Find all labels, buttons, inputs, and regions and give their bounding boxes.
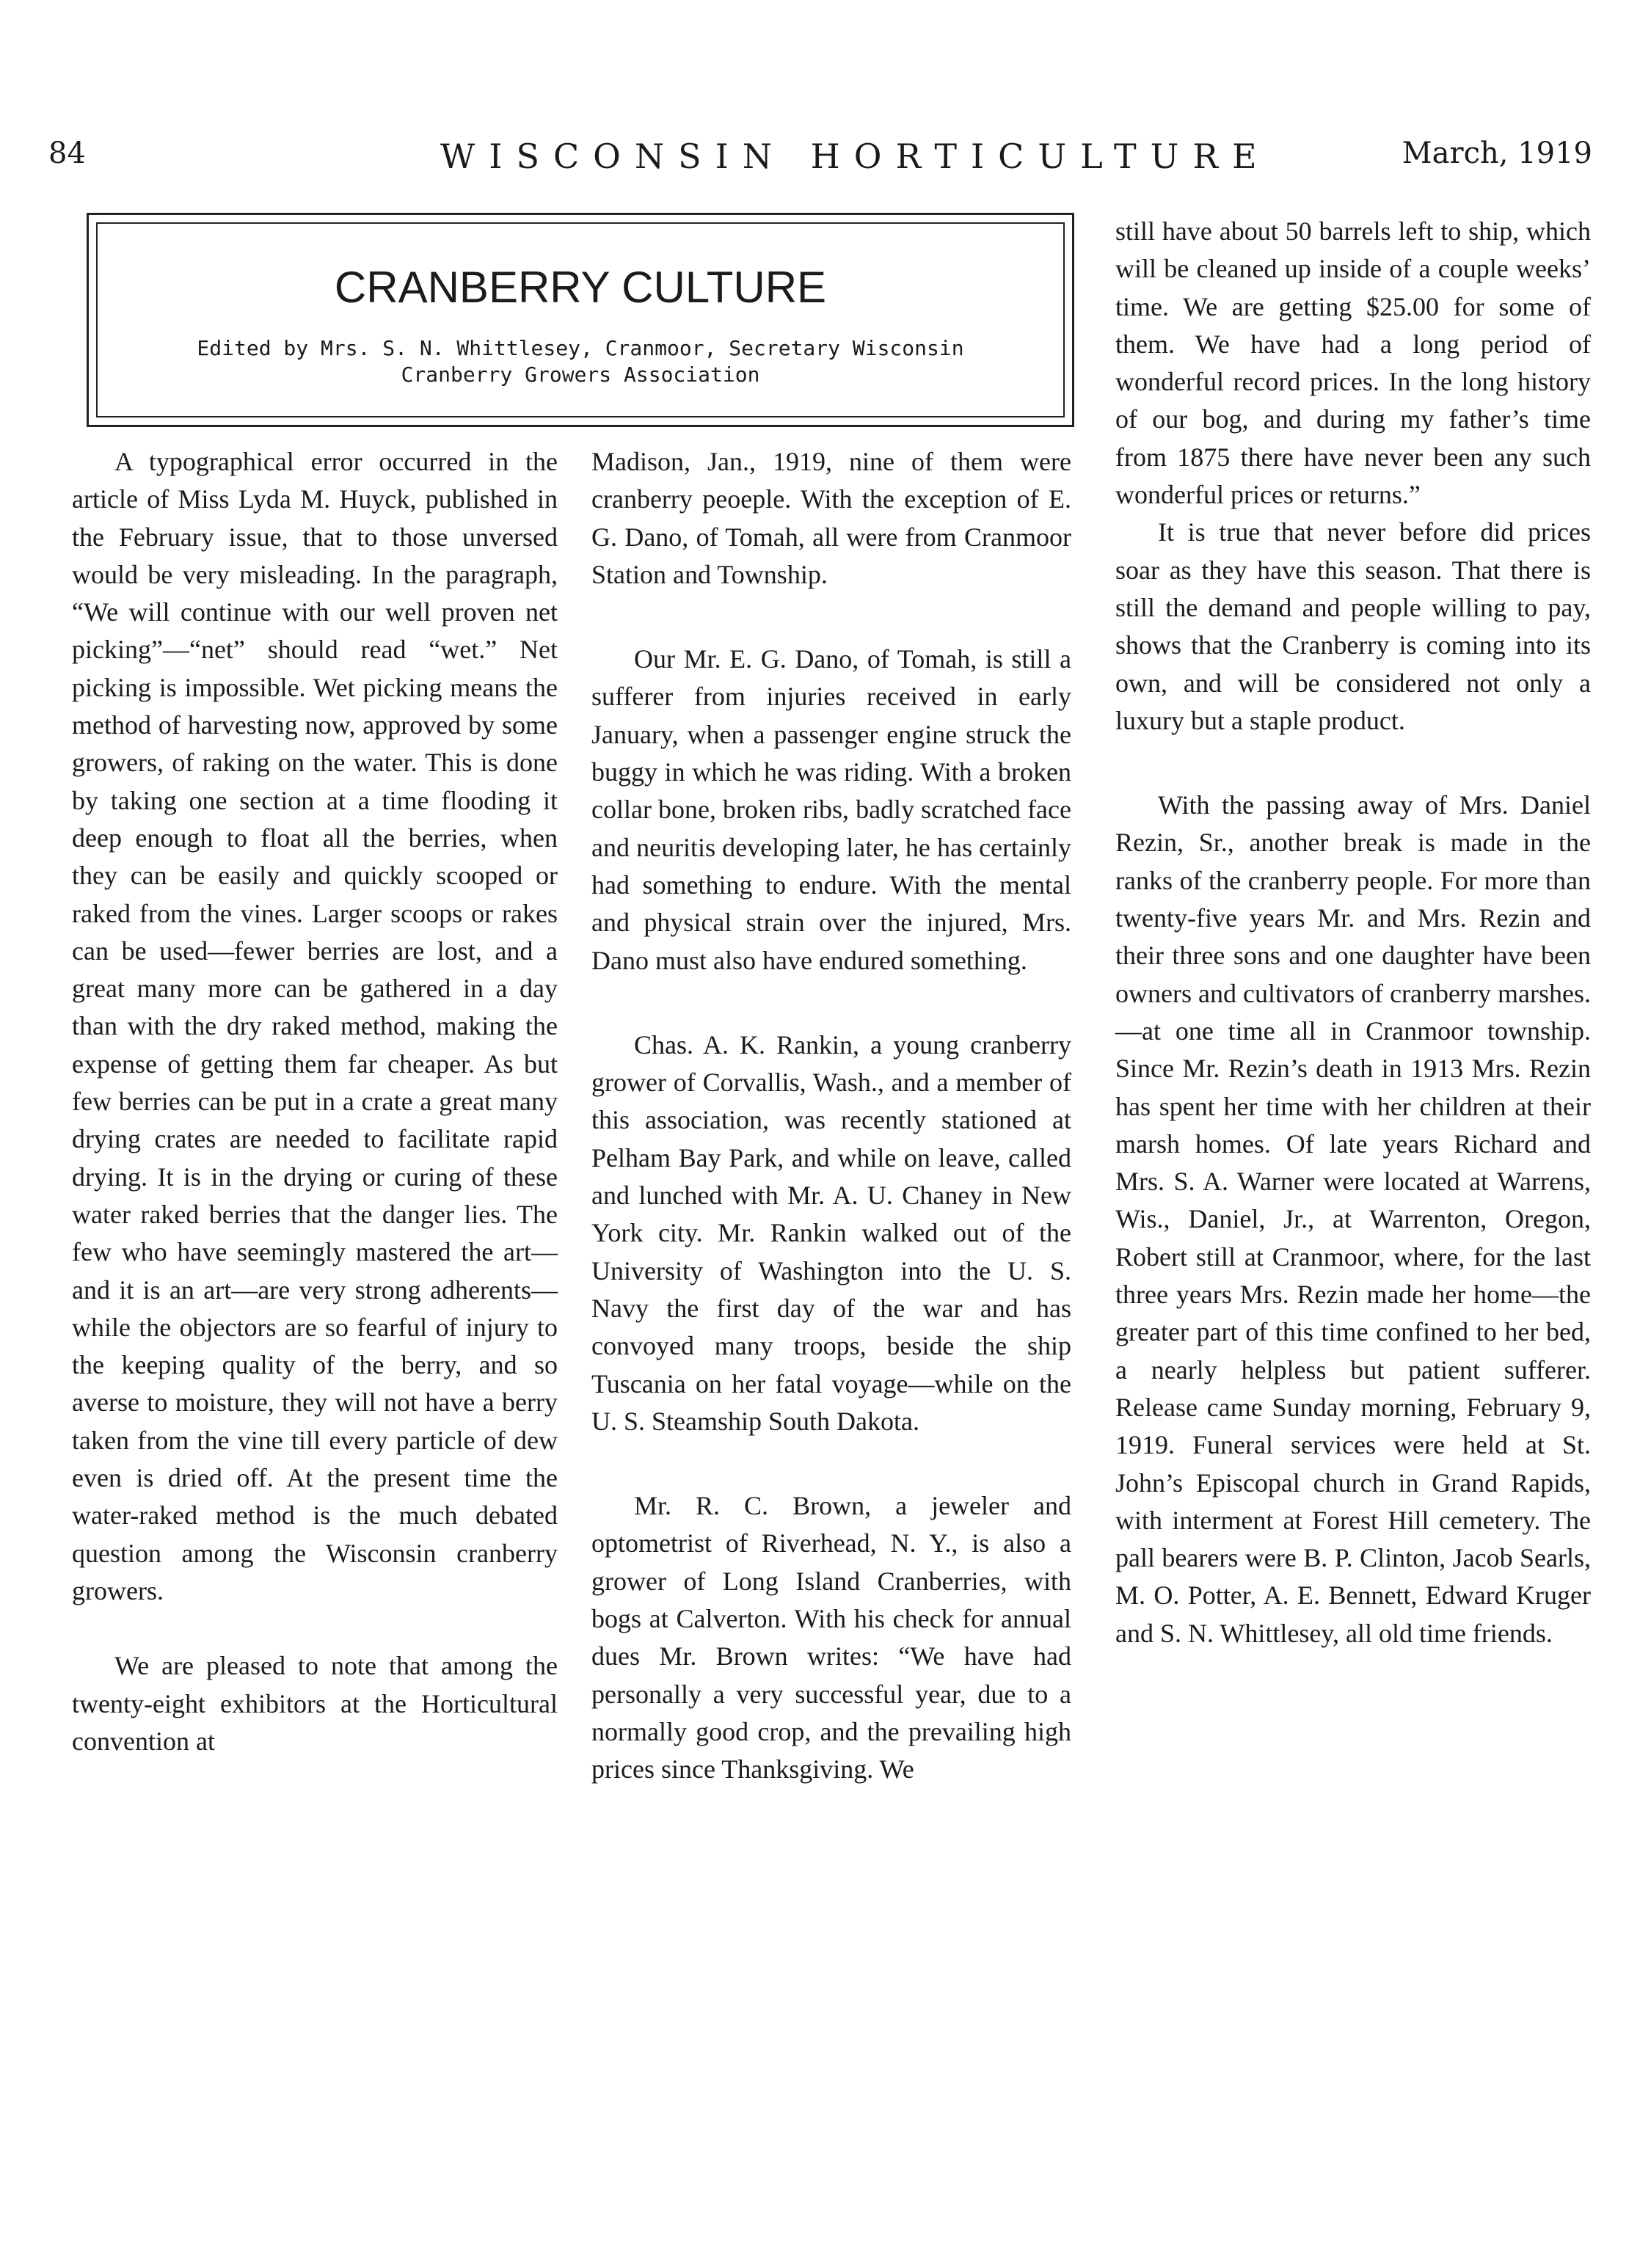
text-column-2 xyxy=(591,443,1071,1789)
paragraph-exhibitors: We are pleased to note that among the twenty-eight exhibitors at the Horticultural convention at xyxy=(72,1651,558,1756)
paragraph-brown: Mr. R. C. Brown, a jeweler and optometrist of Riverhead, N. Y., is also a grower of Long Island Cranberries, with bogs at Calverton. With his check for annual dues Mr. Brown writes: “We have had personally a very successful year, due to a normally good crop, and the prevailing high prices since Thanksgiving. We xyxy=(591,1491,1071,1784)
text-column-3 xyxy=(1115,213,1591,1652)
issue-date: March, 1919 xyxy=(1402,136,1592,170)
journal-title: WISCONSIN HORTICULTURE xyxy=(440,136,1271,176)
paragraph-rezin-obituary: With the passing away of Mrs. Daniel Rezin, Sr., another break is made in the ranks of the cranberry people. For more than twenty-five years Mr. and Mrs. Rezin and their three sons and one daughter have been owners and cultivators of cranberry marshes. —at one time all in Cranmoor township. Since Mr. Rezin’s death in 1913 Mrs. Rezin has spent her time with her children at their marsh homes. Of late years Richard and Mrs. S. A. Warner were located at Warrens, Wis., Daniel, Jr., at Warrenton, Oregon, Robert still at Cranmoor, where, for the last three years Mrs. Rezin made her home—the greater part of this time confined to her bed, a nearly helpless but patient sufferer. Release came Sunday morning, February 9, 1919. Funeral services were held at St. John’s Episcopal church in Grand Rapids, with interment at Forest Hill cemetery. The pall bearers were B. P. Clinton, Jacob Searls, M. O. Potter, A. E. Bennett, Edward Kruger and S. N. Whittlesey, all old time friends. xyxy=(1115,790,1591,1648)
paragraph-prices: It is true that never before did prices soar as they have this season. That there is still the demand and people willing to pay, shows that the Cranberry is coming into its own, and will be considered not only a luxury but a staple product. xyxy=(1115,517,1591,735)
section-editor-credit xyxy=(142,335,1019,388)
page-number: 84 xyxy=(48,136,86,170)
paragraph-typographical-error: A typographical error occurred in the article of Miss Lyda M. Huyck, published in the February issue, that to those unversed would be very misleading. In the paragraph, “We will continue with our well proven net picking”—“net” should read “wet.” Net picking is impossible. Wet picking means the method of harvesting now, approved by some growers, of raking on the water. This is done by taking one section at a time flooding it deep enough to float all the berries, when they can be easily and quickly scooped or raked from the vines. Larger scoops or rakes can be used—fewer berries are lost, and a great many more can be gathered in a day than with the dry raked method, making the expense of getting them far cheaper. As but few berries can be put in a crate a great many drying crates are needed to facilitate rapid drying. It is in the drying or curing of these water raked berries that the danger lies. The few who have seemingly mastered the art—and it is an art—are very strong adherents—while the objectors are so fearful of injury to the keeping quality of the berry, and so averse to moisture, they will not have a berry taken from the vine till every particle of dew even is dried off. At the present time the water-raked method is the much debated question among the Wisconsin cranberry growers. xyxy=(72,447,558,1605)
text-column-1 xyxy=(72,443,558,1760)
paragraph-rankin: Chas. A. K. Rankin, a young cranberry grower of Corvallis, Wash., and a member of this association, was recently stationed at Pelham Bay Park, and while on leave, called and lunched with Mr. A. U. Chaney in New York city. Mr. Rankin walked out of the University of Washington into the U. S. Navy the first day of the war and has convoyed many troops, beside the ship Tuscania on her fatal voyage—while on the U. S. Steamship South Dakota. xyxy=(591,1029,1071,1436)
section-title: CRANBERRY CULTURE xyxy=(334,263,827,312)
section-header-inner-frame xyxy=(96,222,1065,417)
paragraph-madison-convention: Madison, Jan., 1919, nine of them were cranberry peoeple. With the exception of E. G. Dano, of Tomah, all were from Cranmoor Station and Township. xyxy=(591,447,1071,589)
editor-line-1: Edited by Mrs. S. N. Whittlesey, Cranmoor, Secretary Wisconsin xyxy=(197,336,964,360)
running-head xyxy=(0,136,1651,181)
paragraph-dano-injury: Our Mr. E. G. Dano, of Tomah, is still a sufferer from injuries received in early January, when a passenger engine struck the buggy in which he was riding. With a broken collar bone, broken ribs, badly scratched face and neuritis developing later, he has certainly had something to endure. With the mental and physical strain over the injured, Mrs. Dano must also have endured something. xyxy=(591,644,1071,975)
editor-line-2: Cranberry Growers Association xyxy=(401,362,760,387)
section-header-box xyxy=(87,213,1074,427)
paragraph-brown-continued: still have about 50 barrels left to ship, which will be cleaned up inside of a couple weeks’ time. We are getting $25.00 for some of them. We have had a long period of wonderful record prices. In the long history of our bog, and during my father’s time from 1875 there have never been any such wonderful prices or returns.” xyxy=(1115,216,1591,510)
